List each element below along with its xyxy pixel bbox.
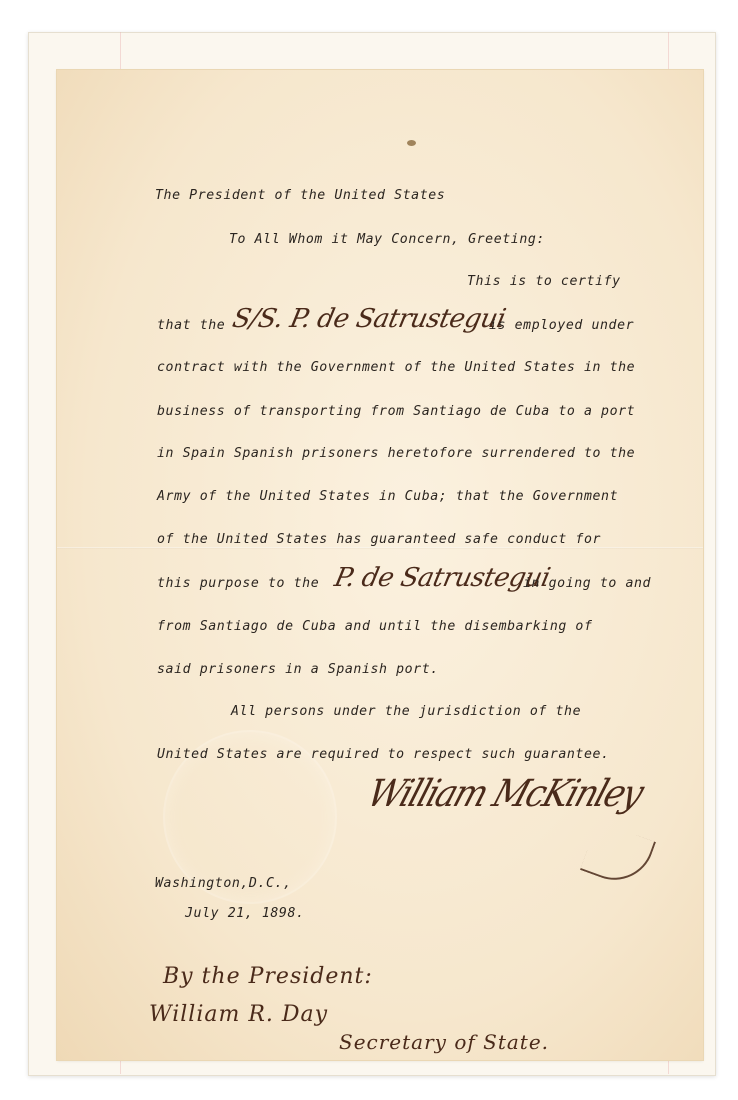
body-line-1: This is to certify <box>467 274 621 289</box>
secretary-title-handwritten: Secretary of State. <box>339 1030 550 1054</box>
paper-fold-line <box>57 547 703 549</box>
pin-mark <box>407 140 416 146</box>
body-line-8-post: in going to and <box>523 576 652 591</box>
body-line-12: United States are required to respect such guarantee. <box>157 747 610 762</box>
body-line-2-pre: that the <box>157 318 226 333</box>
signature-flourish <box>580 821 656 891</box>
body-line-5: in Spain Spanish prisoners heretofore surrendered to the <box>157 446 636 461</box>
secretary-signature: William R. Day <box>149 1002 329 1027</box>
ship-name-handwritten-1: S/S. P. de Satrustegui <box>229 304 509 334</box>
body-line-8-pre: this purpose to the <box>157 576 320 591</box>
body-line-6: Army of the United States in Cuba; that the Government <box>157 489 619 504</box>
body-line-2-post: is employed under <box>489 318 635 333</box>
place-line: Washington,D.C., <box>155 876 292 891</box>
salutation-line: To All Whom it May Concern, Greeting: <box>229 232 545 247</box>
body-line-4: business of transporting from Santiago de Cuba to a port <box>157 404 636 419</box>
body-line-7: of the United States has guaranteed safe conduct for <box>157 532 602 547</box>
president-signature: William McKinley <box>361 772 648 816</box>
body-line-9: from Santiago de Cuba and until the disembarking of <box>157 619 593 634</box>
body-line-3: contract with the Government of the United States in the <box>157 360 636 375</box>
ship-name-handwritten-2: P. de Satrustegui <box>331 563 553 593</box>
date-line: July 21, 1898. <box>185 906 305 921</box>
body-line-10: said prisoners in a Spanish port. <box>157 662 439 677</box>
certificate-sheet <box>57 70 703 1060</box>
heading-line: The President of the United States <box>155 188 446 203</box>
body-line-11: All persons under the jurisdiction of the <box>231 704 582 719</box>
by-the-president-handwritten: By the President: <box>163 964 373 989</box>
